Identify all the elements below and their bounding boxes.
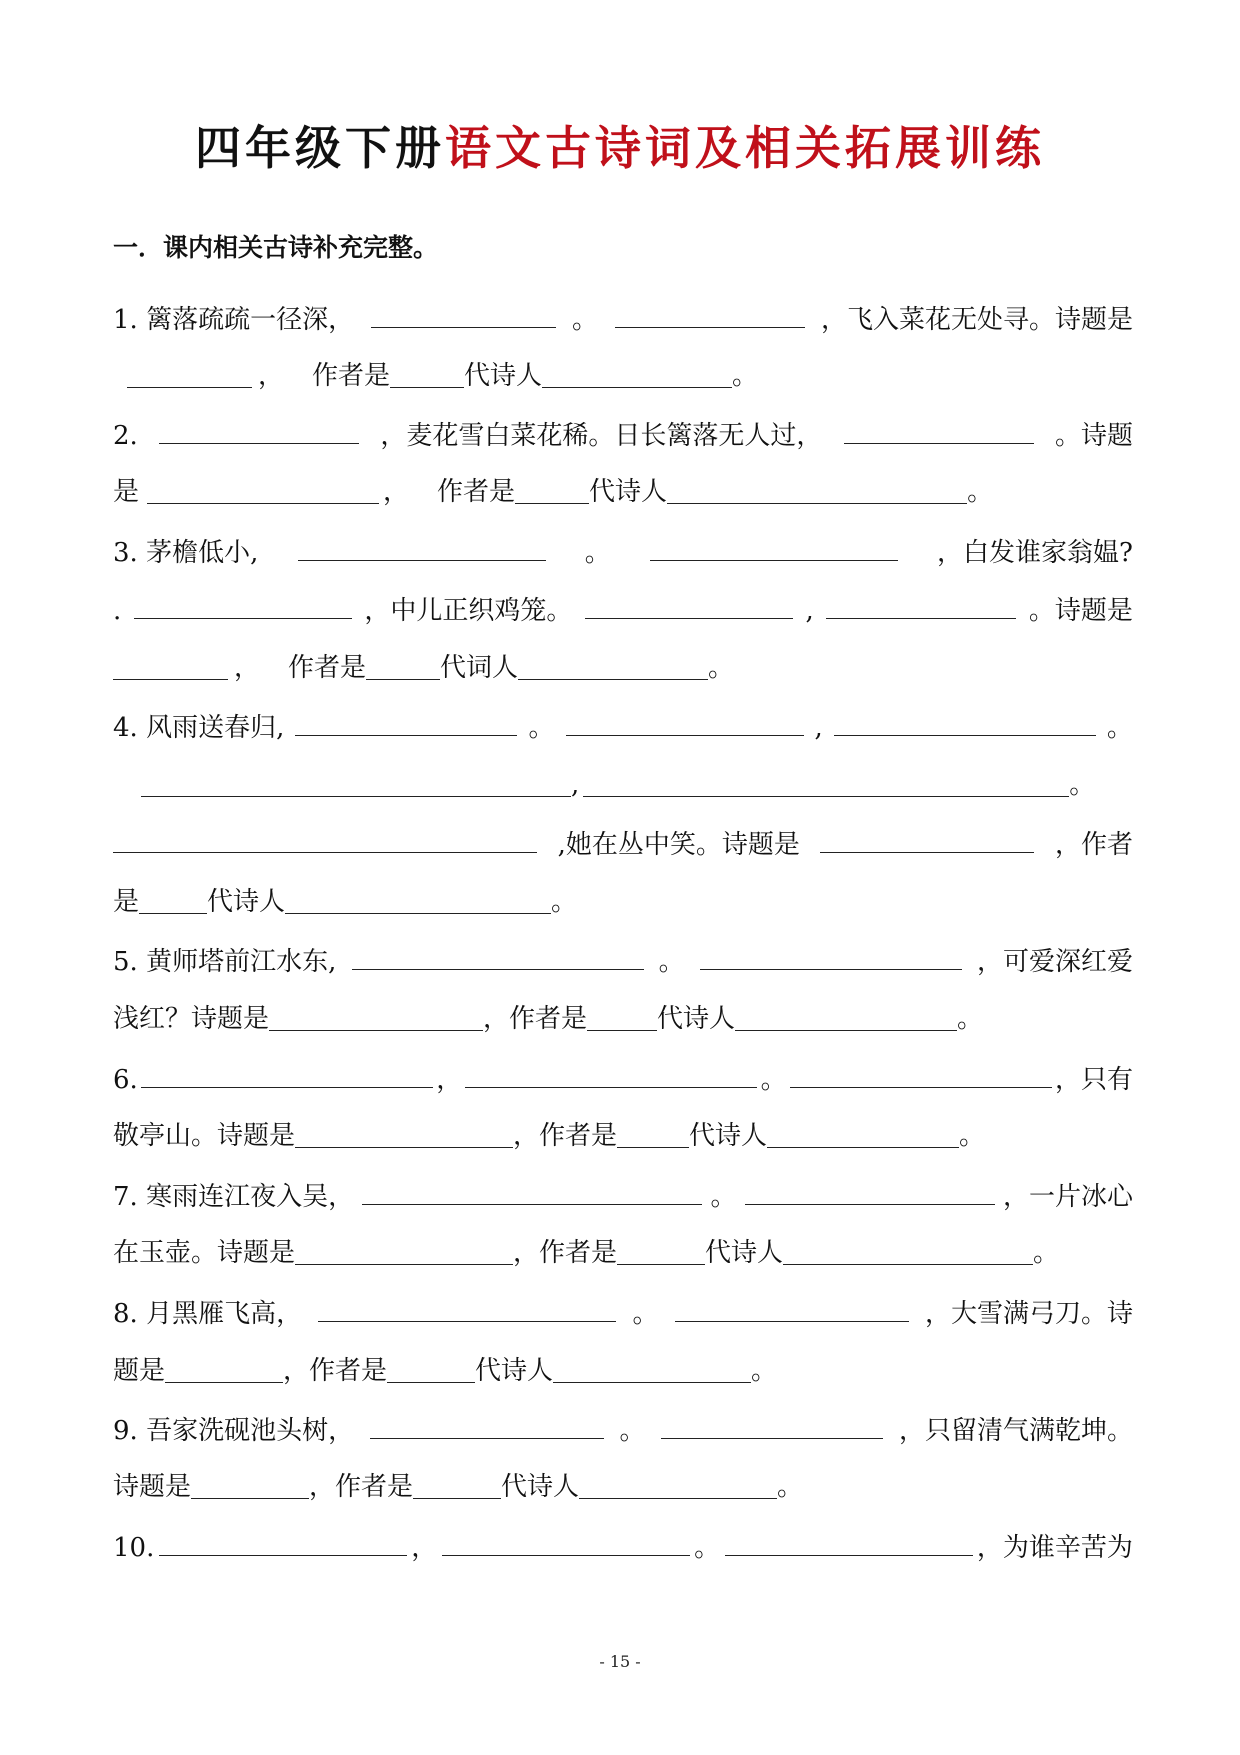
text: 。 xyxy=(760,1065,787,1095)
question-5-line-2 xyxy=(113,998,1133,1040)
question-4-line-2 xyxy=(113,764,1133,806)
question-3-line-3 xyxy=(113,647,1133,689)
question-4-line-1 xyxy=(113,705,1133,747)
text: ， xyxy=(258,361,285,391)
text: 在玉壶。诗题是 xyxy=(113,1238,296,1268)
text: 。 xyxy=(777,1472,804,1502)
answer-blank[interactable] xyxy=(650,530,898,561)
text: ，作者是 xyxy=(483,1004,588,1034)
text: 。 xyxy=(959,1121,986,1151)
answer-blank[interactable] xyxy=(790,1057,1052,1088)
poem-title-blank[interactable] xyxy=(191,1468,309,1499)
text: , xyxy=(805,596,814,626)
dynasty-blank[interactable] xyxy=(387,1352,475,1383)
title-grade: 四年级下册 xyxy=(195,121,445,175)
author-blank[interactable] xyxy=(767,1117,959,1148)
text: 代诗人 xyxy=(705,1238,784,1268)
dynasty-blank[interactable] xyxy=(617,1234,705,1265)
author-blank[interactable] xyxy=(667,473,967,504)
text: 。 xyxy=(658,947,685,977)
answer-blank[interactable] xyxy=(566,705,804,736)
text: 。 xyxy=(1069,770,1096,800)
text: ，飞入菜花无处寻。诗题是 xyxy=(820,305,1133,335)
author-blank[interactable] xyxy=(518,649,708,680)
title-subject: 语文古诗词及相关拓展训练 xyxy=(445,121,1045,175)
text: ， xyxy=(436,1065,463,1095)
text: ，麦花雪白菜花稀。日长篱落无人过， xyxy=(380,421,823,451)
answer-blank[interactable] xyxy=(134,588,352,619)
question-6-line-2 xyxy=(113,1115,1133,1157)
answer-blank[interactable] xyxy=(465,1057,757,1088)
text: 作者是 xyxy=(312,361,391,391)
author-blank[interactable] xyxy=(285,883,551,914)
answer-blank[interactable] xyxy=(370,1408,604,1439)
poem-title-blank[interactable] xyxy=(820,822,1034,853)
question-2-line-1 xyxy=(113,413,1133,455)
answer-blank[interactable] xyxy=(362,1174,702,1205)
question-3-line-1 xyxy=(113,530,1133,572)
text: ，白发谁家翁媪? xyxy=(937,538,1133,568)
text: 。 xyxy=(967,477,994,507)
question-7-line-2 xyxy=(113,1232,1133,1274)
text: ，大雪满弓刀。诗 xyxy=(924,1299,1133,1329)
poem-title-blank[interactable] xyxy=(113,649,228,680)
text: 。 xyxy=(528,713,555,743)
question-1-line-2 xyxy=(113,355,1133,397)
question-1-line-1 xyxy=(113,297,1133,339)
poem-title-blank[interactable] xyxy=(165,1352,283,1383)
question-3-line-2 xyxy=(113,588,1133,630)
answer-blank[interactable] xyxy=(700,939,962,970)
text: , xyxy=(814,713,823,743)
poem-title-blank[interactable] xyxy=(147,473,379,504)
answer-blank[interactable] xyxy=(826,588,1016,619)
text: 。 xyxy=(710,1182,737,1212)
answer-blank[interactable] xyxy=(298,530,546,561)
text: 敬亭山。诗题是 xyxy=(113,1121,296,1151)
text: 代诗人 xyxy=(689,1121,768,1151)
question-10-line-1 xyxy=(113,1525,1133,1567)
page-title xyxy=(0,118,1240,178)
poem-title-blank[interactable] xyxy=(269,1000,483,1031)
text: 代诗人 xyxy=(501,1472,580,1502)
author-blank[interactable] xyxy=(579,1468,777,1499)
answer-blank[interactable] xyxy=(318,1291,616,1322)
text: 。 xyxy=(708,653,735,683)
text: ，作者是 xyxy=(513,1121,618,1151)
text: ，作者是 xyxy=(309,1472,414,1502)
poem-title-blank[interactable] xyxy=(295,1117,513,1148)
answer-blank[interactable] xyxy=(675,1291,909,1322)
answer-blank[interactable] xyxy=(295,705,517,736)
dynasty-blank[interactable] xyxy=(515,473,589,504)
answer-blank[interactable] xyxy=(745,1174,995,1205)
answer-blank[interactable] xyxy=(141,1057,433,1088)
answer-blank[interactable] xyxy=(159,1525,407,1556)
question-7-line-1 xyxy=(113,1174,1133,1216)
text: 代诗人 xyxy=(657,1004,736,1034)
question-9-line-1 xyxy=(113,1408,1133,1450)
text: 9. 吾家洗砚池头树， xyxy=(113,1416,355,1446)
answer-blank[interactable] xyxy=(371,297,556,328)
text: ， xyxy=(383,477,410,507)
question-9-line-2 xyxy=(113,1466,1133,1508)
text: 8. 月黑雁飞高， xyxy=(113,1299,303,1329)
text: 代诗人 xyxy=(207,887,286,917)
text: 。 xyxy=(694,1533,721,1563)
dynasty-blank[interactable] xyxy=(390,357,464,388)
text: ,她在丛中笑。诗题是 xyxy=(557,830,800,860)
text: 1. 篱落疏疏一径深， xyxy=(113,305,355,335)
text: 3. 茅檐低小, xyxy=(113,538,259,568)
text: 。 xyxy=(551,887,578,917)
text: ，中儿正织鸡笼。 xyxy=(364,596,573,626)
author-blank[interactable] xyxy=(553,1352,751,1383)
text: 。 xyxy=(751,1356,778,1386)
section-heading: 一．课内相关古诗补充完整。 xyxy=(113,233,439,262)
question-6-line-1 xyxy=(113,1057,1133,1099)
dynasty-blank[interactable] xyxy=(366,649,440,680)
text: 代词人 xyxy=(440,653,519,683)
text: 7. 寒雨连江夜入吴， xyxy=(113,1182,355,1212)
text: ，只留清气满乾坤。 xyxy=(898,1416,1133,1446)
text: , xyxy=(571,770,580,800)
text: 。 xyxy=(619,1416,646,1446)
question-4-line-3 xyxy=(113,822,1133,864)
text: ，作者是 xyxy=(283,1356,388,1386)
question-4-line-4 xyxy=(113,881,1133,923)
text: 。 xyxy=(632,1299,659,1329)
text: 。 xyxy=(572,305,599,335)
answer-blank[interactable] xyxy=(442,1525,690,1556)
text: ，一片冰心 xyxy=(1002,1182,1133,1212)
author-blank[interactable] xyxy=(783,1234,1033,1265)
answer-blank[interactable] xyxy=(352,939,644,970)
text: 6. xyxy=(113,1065,138,1095)
answer-blank[interactable] xyxy=(661,1408,883,1439)
text: ，作者是 xyxy=(513,1238,618,1268)
answer-blank[interactable] xyxy=(844,413,1034,444)
text: ， xyxy=(411,1533,438,1563)
answer-blank[interactable] xyxy=(113,822,537,853)
text: 是 xyxy=(113,887,140,917)
text: . xyxy=(113,596,122,626)
answer-blank[interactable] xyxy=(159,413,359,444)
dynasty-blank[interactable] xyxy=(587,1000,657,1031)
question-8-line-2 xyxy=(113,1350,1133,1392)
text: 代诗人 xyxy=(589,477,668,507)
poem-title-blank[interactable] xyxy=(295,1234,513,1265)
answer-blank[interactable] xyxy=(141,766,571,797)
text: 浅红？诗题是 xyxy=(113,1004,270,1034)
text: 。 xyxy=(957,1004,984,1034)
dynasty-blank[interactable] xyxy=(413,1468,501,1499)
answer-blank[interactable] xyxy=(834,705,1096,736)
text: 诗题是 xyxy=(113,1472,192,1502)
text: 。 xyxy=(1106,713,1133,743)
text: 。诗题 xyxy=(1054,421,1133,451)
text: 题是 xyxy=(113,1356,166,1386)
text: 10. xyxy=(113,1533,155,1563)
text: 作者是 xyxy=(288,653,367,683)
page-number: - 15 - xyxy=(599,1652,641,1671)
text: 。 xyxy=(732,361,759,391)
author-blank[interactable] xyxy=(542,357,732,388)
answer-blank[interactable] xyxy=(585,588,793,619)
text: ，为谁辛苦为 xyxy=(976,1533,1133,1563)
text: 是 xyxy=(113,477,140,507)
dynasty-blank[interactable] xyxy=(617,1117,689,1148)
question-5-line-1 xyxy=(113,939,1133,981)
dynasty-blank[interactable] xyxy=(139,883,207,914)
answer-blank[interactable] xyxy=(615,297,805,328)
text: 代诗人 xyxy=(475,1356,554,1386)
poem-title-blank[interactable] xyxy=(127,357,252,388)
text: 5. 黄师塔前江水东, xyxy=(113,947,337,977)
text: ，可爱深红爱 xyxy=(976,947,1133,977)
text: 2. xyxy=(113,421,138,451)
text: ，作者 xyxy=(1054,830,1133,860)
question-8-line-1 xyxy=(113,1291,1133,1333)
answer-blank[interactable] xyxy=(583,766,1069,797)
text: 。 xyxy=(1033,1238,1060,1268)
question-2-line-2 xyxy=(113,471,1133,513)
text: 。诗题是 xyxy=(1028,596,1133,626)
text: ， xyxy=(234,653,261,683)
text: 作者是 xyxy=(437,477,516,507)
text: 。 xyxy=(584,538,611,568)
text: 代诗人 xyxy=(464,361,543,391)
text: ，只有 xyxy=(1054,1065,1133,1095)
author-blank[interactable] xyxy=(735,1000,957,1031)
text: 4. 风雨送春归, xyxy=(113,713,285,743)
answer-blank[interactable] xyxy=(725,1525,973,1556)
